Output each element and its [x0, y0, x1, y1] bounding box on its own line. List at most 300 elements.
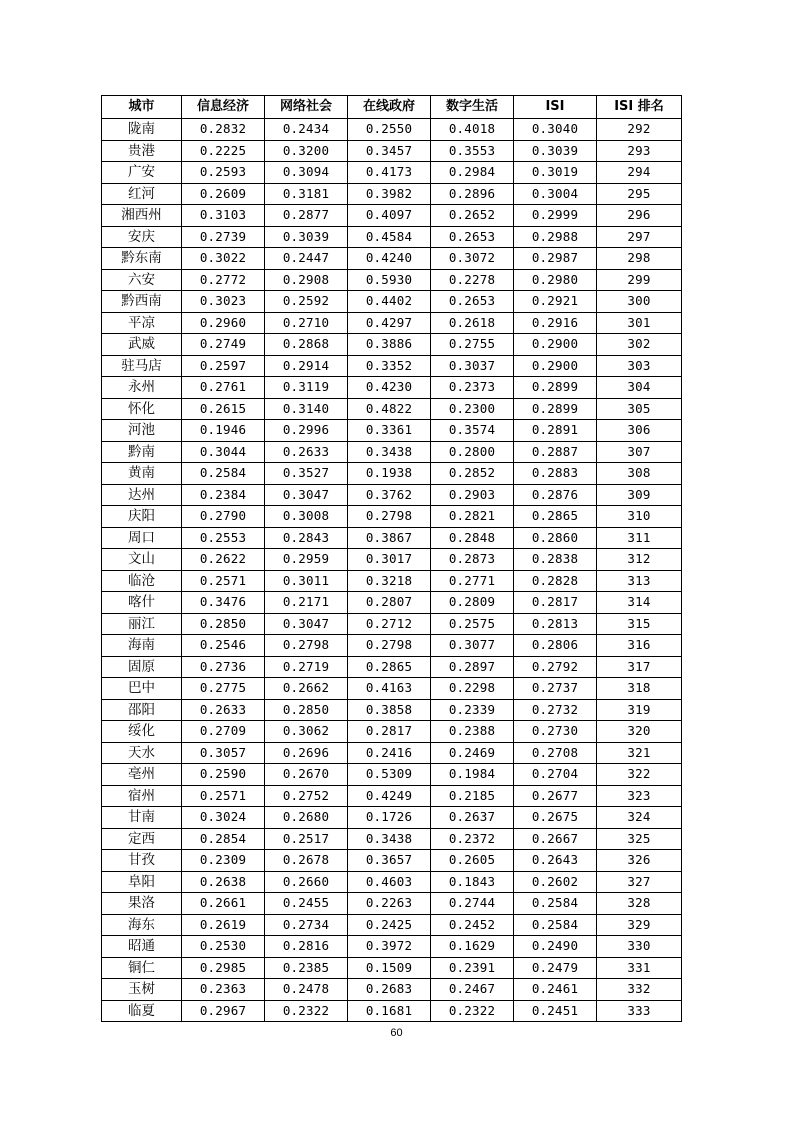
- cell-digital-life: 0.2185: [431, 785, 514, 807]
- table-row: [102, 269, 682, 291]
- cell-digital-life: 0.2618: [431, 312, 514, 334]
- cell-network-society: 0.3011: [265, 570, 348, 592]
- table-row: [102, 205, 682, 227]
- cell-info-economy: 0.2571: [182, 785, 265, 807]
- cell-isi-rank: 317: [597, 656, 682, 678]
- table-row: [102, 463, 682, 485]
- cell-isi: 0.3019: [514, 162, 597, 184]
- cell-city: 喀什: [102, 592, 182, 614]
- cell-isi-rank: 305: [597, 398, 682, 420]
- cell-isi-rank: 299: [597, 269, 682, 291]
- cell-online-government: 0.1509: [348, 957, 431, 979]
- cell-isi: 0.3004: [514, 183, 597, 205]
- cell-isi: 0.2883: [514, 463, 597, 485]
- cell-city: 铜仁: [102, 957, 182, 979]
- cell-isi: 0.2900: [514, 355, 597, 377]
- cell-isi: 0.2461: [514, 979, 597, 1001]
- cell-isi-rank: 329: [597, 914, 682, 936]
- cell-online-government: 0.2865: [348, 656, 431, 678]
- table-row: [102, 570, 682, 592]
- cell-isi: 0.2737: [514, 678, 597, 700]
- cell-isi: 0.2860: [514, 527, 597, 549]
- table-row: [102, 828, 682, 850]
- cell-isi: 0.2921: [514, 291, 597, 313]
- cell-digital-life: 0.2373: [431, 377, 514, 399]
- cell-online-government: 0.5309: [348, 764, 431, 786]
- cell-info-economy: 0.2661: [182, 893, 265, 915]
- cell-isi-rank: 311: [597, 527, 682, 549]
- cell-info-economy: 0.2850: [182, 613, 265, 635]
- cell-digital-life: 0.2755: [431, 334, 514, 356]
- cell-network-society: 0.2633: [265, 441, 348, 463]
- cell-digital-life: 0.2821: [431, 506, 514, 528]
- cell-isi: 0.2988: [514, 226, 597, 248]
- cell-online-government: 0.3218: [348, 570, 431, 592]
- table-row: [102, 742, 682, 764]
- cell-network-society: 0.3094: [265, 162, 348, 184]
- cell-digital-life: 0.2653: [431, 226, 514, 248]
- cell-online-government: 0.3361: [348, 420, 431, 442]
- cell-online-government: 0.3438: [348, 828, 431, 850]
- header-info-economy: 信息经济: [182, 96, 265, 119]
- cell-network-society: 0.2914: [265, 355, 348, 377]
- cell-city: 绥化: [102, 721, 182, 743]
- cell-network-society: 0.2719: [265, 656, 348, 678]
- cell-network-society: 0.2662: [265, 678, 348, 700]
- cell-digital-life: 0.3037: [431, 355, 514, 377]
- cell-online-government: 0.4230: [348, 377, 431, 399]
- cell-info-economy: 0.1946: [182, 420, 265, 442]
- cell-network-society: 0.3119: [265, 377, 348, 399]
- table-row: [102, 183, 682, 205]
- cell-network-society: 0.2877: [265, 205, 348, 227]
- cell-network-society: 0.2660: [265, 871, 348, 893]
- page-number: 60: [390, 1027, 403, 1039]
- cell-network-society: 0.3527: [265, 463, 348, 485]
- header-row: [102, 96, 682, 119]
- cell-info-economy: 0.3044: [182, 441, 265, 463]
- cell-city: 甘南: [102, 807, 182, 829]
- cell-info-economy: 0.3057: [182, 742, 265, 764]
- cell-online-government: 0.1681: [348, 1000, 431, 1022]
- cell-online-government: 0.3886: [348, 334, 431, 356]
- cell-online-government: 0.3438: [348, 441, 431, 463]
- cell-network-society: 0.3181: [265, 183, 348, 205]
- cell-isi-rank: 303: [597, 355, 682, 377]
- cell-network-society: 0.2517: [265, 828, 348, 850]
- cell-isi: 0.2584: [514, 914, 597, 936]
- cell-digital-life: 0.2984: [431, 162, 514, 184]
- cell-isi: 0.2602: [514, 871, 597, 893]
- table-row: [102, 1000, 682, 1022]
- cell-isi: 0.2838: [514, 549, 597, 571]
- cell-city: 湘西州: [102, 205, 182, 227]
- cell-digital-life: 0.2852: [431, 463, 514, 485]
- table-row: [102, 420, 682, 442]
- cell-city: 玉树: [102, 979, 182, 1001]
- cell-network-society: 0.2171: [265, 592, 348, 614]
- cell-isi-rank: 313: [597, 570, 682, 592]
- cell-info-economy: 0.2615: [182, 398, 265, 420]
- cell-network-society: 0.2908: [265, 269, 348, 291]
- cell-isi-rank: 294: [597, 162, 682, 184]
- cell-city: 临夏: [102, 1000, 182, 1022]
- cell-city: 怀化: [102, 398, 182, 420]
- table-row: [102, 248, 682, 270]
- cell-isi-rank: 295: [597, 183, 682, 205]
- cell-city: 河池: [102, 420, 182, 442]
- cell-digital-life: 0.2339: [431, 699, 514, 721]
- cell-digital-life: 0.2452: [431, 914, 514, 936]
- cell-city: 阜阳: [102, 871, 182, 893]
- cell-isi: 0.2980: [514, 269, 597, 291]
- cell-isi: 0.2987: [514, 248, 597, 270]
- cell-isi: 0.2999: [514, 205, 597, 227]
- cell-info-economy: 0.2633: [182, 699, 265, 721]
- cell-network-society: 0.3200: [265, 140, 348, 162]
- cell-isi: 0.2792: [514, 656, 597, 678]
- cell-city: 黔东南: [102, 248, 182, 270]
- cell-info-economy: 0.2609: [182, 183, 265, 205]
- cell-info-economy: 0.2832: [182, 119, 265, 141]
- cell-isi-rank: 296: [597, 205, 682, 227]
- cell-isi: 0.2865: [514, 506, 597, 528]
- cell-online-government: 0.4163: [348, 678, 431, 700]
- cell-isi-rank: 304: [597, 377, 682, 399]
- cell-city: 定西: [102, 828, 182, 850]
- table-row: [102, 979, 682, 1001]
- cell-isi-rank: 297: [597, 226, 682, 248]
- cell-network-society: 0.2385: [265, 957, 348, 979]
- table-row: [102, 785, 682, 807]
- cell-info-economy: 0.2960: [182, 312, 265, 334]
- cell-city: 周口: [102, 527, 182, 549]
- cell-city: 宿州: [102, 785, 182, 807]
- cell-info-economy: 0.2546: [182, 635, 265, 657]
- header-isi: ISI: [514, 96, 597, 119]
- cell-isi: 0.2675: [514, 807, 597, 829]
- cell-info-economy: 0.2530: [182, 936, 265, 958]
- cell-digital-life: 0.3077: [431, 635, 514, 657]
- cell-isi-rank: 319: [597, 699, 682, 721]
- cell-isi-rank: 312: [597, 549, 682, 571]
- cell-online-government: 0.1938: [348, 463, 431, 485]
- cell-city: 海东: [102, 914, 182, 936]
- cell-online-government: 0.2263: [348, 893, 431, 915]
- cell-isi: 0.2899: [514, 398, 597, 420]
- table-row: [102, 635, 682, 657]
- cell-isi: 0.2887: [514, 441, 597, 463]
- cell-city: 达州: [102, 484, 182, 506]
- cell-info-economy: 0.2985: [182, 957, 265, 979]
- table-row: [102, 893, 682, 915]
- cell-info-economy: 0.2790: [182, 506, 265, 528]
- cell-isi: 0.2479: [514, 957, 597, 979]
- header-online-government: 在线政府: [348, 96, 431, 119]
- cell-network-society: 0.2843: [265, 527, 348, 549]
- cell-city: 贵港: [102, 140, 182, 162]
- cell-info-economy: 0.2761: [182, 377, 265, 399]
- cell-digital-life: 0.2300: [431, 398, 514, 420]
- cell-info-economy: 0.2638: [182, 871, 265, 893]
- cell-info-economy: 0.3103: [182, 205, 265, 227]
- cell-online-government: 0.2798: [348, 635, 431, 657]
- cell-online-government: 0.2550: [348, 119, 431, 141]
- table-row: [102, 162, 682, 184]
- cell-isi-rank: 309: [597, 484, 682, 506]
- cell-isi: 0.2677: [514, 785, 597, 807]
- cell-city: 临沧: [102, 570, 182, 592]
- cell-info-economy: 0.2854: [182, 828, 265, 850]
- cell-digital-life: 0.2809: [431, 592, 514, 614]
- cell-info-economy: 0.2225: [182, 140, 265, 162]
- cell-online-government: 0.3982: [348, 183, 431, 205]
- table-row: [102, 721, 682, 743]
- cell-online-government: 0.3858: [348, 699, 431, 721]
- cell-isi: 0.2730: [514, 721, 597, 743]
- cell-isi-rank: 326: [597, 850, 682, 872]
- cell-isi-rank: 310: [597, 506, 682, 528]
- table-row: [102, 140, 682, 162]
- table-row: [102, 484, 682, 506]
- table-body: [102, 119, 682, 1022]
- cell-isi: 0.3040: [514, 119, 597, 141]
- cell-online-government: 0.3657: [348, 850, 431, 872]
- cell-isi: 0.2806: [514, 635, 597, 657]
- cell-isi-rank: 327: [597, 871, 682, 893]
- cell-isi-rank: 331: [597, 957, 682, 979]
- table-row: [102, 678, 682, 700]
- cell-city: 六安: [102, 269, 182, 291]
- cell-digital-life: 0.2771: [431, 570, 514, 592]
- table-row: [102, 377, 682, 399]
- cell-city: 驻马店: [102, 355, 182, 377]
- table-row: [102, 656, 682, 678]
- cell-info-economy: 0.2309: [182, 850, 265, 872]
- cell-city: 果洛: [102, 893, 182, 915]
- cell-isi-rank: 292: [597, 119, 682, 141]
- cell-online-government: 0.1726: [348, 807, 431, 829]
- cell-city: 黔南: [102, 441, 182, 463]
- cell-isi: 0.3039: [514, 140, 597, 162]
- cell-isi: 0.2916: [514, 312, 597, 334]
- table-row: [102, 936, 682, 958]
- cell-digital-life: 0.1843: [431, 871, 514, 893]
- cell-network-society: 0.3039: [265, 226, 348, 248]
- cell-online-government: 0.4297: [348, 312, 431, 334]
- cell-isi-rank: 333: [597, 1000, 682, 1022]
- cell-network-society: 0.3047: [265, 613, 348, 635]
- table-row: [102, 613, 682, 635]
- cell-isi-rank: 328: [597, 893, 682, 915]
- table-row: [102, 506, 682, 528]
- cell-digital-life: 0.2605: [431, 850, 514, 872]
- cell-city: 亳州: [102, 764, 182, 786]
- cell-isi-rank: 330: [597, 936, 682, 958]
- table-row: [102, 699, 682, 721]
- cell-info-economy: 0.3022: [182, 248, 265, 270]
- cell-info-economy: 0.2553: [182, 527, 265, 549]
- cell-online-government: 0.3352: [348, 355, 431, 377]
- table-row: [102, 871, 682, 893]
- cell-city: 甘孜: [102, 850, 182, 872]
- cell-online-government: 0.2683: [348, 979, 431, 1001]
- cell-network-society: 0.2322: [265, 1000, 348, 1022]
- cell-digital-life: 0.2298: [431, 678, 514, 700]
- cell-network-society: 0.2678: [265, 850, 348, 872]
- cell-network-society: 0.3140: [265, 398, 348, 420]
- cell-info-economy: 0.3023: [182, 291, 265, 313]
- cell-info-economy: 0.2772: [182, 269, 265, 291]
- cell-info-economy: 0.2775: [182, 678, 265, 700]
- table-row: [102, 527, 682, 549]
- cell-network-society: 0.2670: [265, 764, 348, 786]
- cell-digital-life: 0.2744: [431, 893, 514, 915]
- cell-network-society: 0.2752: [265, 785, 348, 807]
- table-row: [102, 441, 682, 463]
- cell-digital-life: 0.2897: [431, 656, 514, 678]
- cell-online-government: 0.4402: [348, 291, 431, 313]
- cell-isi: 0.2876: [514, 484, 597, 506]
- cell-info-economy: 0.2709: [182, 721, 265, 743]
- cell-city: 固原: [102, 656, 182, 678]
- cell-isi-rank: 315: [597, 613, 682, 635]
- cell-isi-rank: 321: [597, 742, 682, 764]
- cell-network-society: 0.2868: [265, 334, 348, 356]
- cell-info-economy: 0.2739: [182, 226, 265, 248]
- cell-isi-rank: 300: [597, 291, 682, 313]
- cell-city: 海南: [102, 635, 182, 657]
- cell-city: 武威: [102, 334, 182, 356]
- cell-isi-rank: 324: [597, 807, 682, 829]
- cell-digital-life: 0.2469: [431, 742, 514, 764]
- header-city: 城市: [102, 96, 182, 119]
- cell-isi-rank: 308: [597, 463, 682, 485]
- cell-isi-rank: 293: [597, 140, 682, 162]
- cell-isi: 0.2708: [514, 742, 597, 764]
- isi-ranking-table: [101, 95, 682, 1022]
- cell-online-government: 0.2416: [348, 742, 431, 764]
- cell-digital-life: 0.2322: [431, 1000, 514, 1022]
- cell-digital-life: 0.1629: [431, 936, 514, 958]
- cell-digital-life: 0.2896: [431, 183, 514, 205]
- table-row: [102, 764, 682, 786]
- cell-digital-life: 0.2873: [431, 549, 514, 571]
- cell-network-society: 0.3047: [265, 484, 348, 506]
- cell-city: 昭通: [102, 936, 182, 958]
- cell-isi: 0.2451: [514, 1000, 597, 1022]
- cell-network-society: 0.2959: [265, 549, 348, 571]
- table-row: [102, 850, 682, 872]
- cell-digital-life: 0.2467: [431, 979, 514, 1001]
- cell-network-society: 0.2734: [265, 914, 348, 936]
- cell-online-government: 0.4240: [348, 248, 431, 270]
- table-header: [102, 96, 682, 119]
- cell-digital-life: 0.2391: [431, 957, 514, 979]
- cell-info-economy: 0.2593: [182, 162, 265, 184]
- cell-digital-life: 0.2653: [431, 291, 514, 313]
- cell-city: 陇南: [102, 119, 182, 141]
- cell-network-society: 0.2696: [265, 742, 348, 764]
- cell-online-government: 0.2817: [348, 721, 431, 743]
- cell-online-government: 0.2807: [348, 592, 431, 614]
- header-network-society: 网络社会: [265, 96, 348, 119]
- cell-digital-life: 0.2278: [431, 269, 514, 291]
- cell-isi-rank: 298: [597, 248, 682, 270]
- cell-digital-life: 0.2800: [431, 441, 514, 463]
- cell-digital-life: 0.4018: [431, 119, 514, 141]
- cell-network-society: 0.2478: [265, 979, 348, 1001]
- cell-digital-life: 0.2848: [431, 527, 514, 549]
- cell-city: 天水: [102, 742, 182, 764]
- table-row: [102, 549, 682, 571]
- cell-digital-life: 0.3072: [431, 248, 514, 270]
- cell-online-government: 0.3457: [348, 140, 431, 162]
- cell-info-economy: 0.2619: [182, 914, 265, 936]
- cell-network-society: 0.2680: [265, 807, 348, 829]
- cell-network-society: 0.2592: [265, 291, 348, 313]
- cell-info-economy: 0.3476: [182, 592, 265, 614]
- cell-digital-life: 0.2903: [431, 484, 514, 506]
- cell-city: 庆阳: [102, 506, 182, 528]
- table-row: [102, 355, 682, 377]
- cell-isi-rank: 332: [597, 979, 682, 1001]
- cell-network-society: 0.2798: [265, 635, 348, 657]
- cell-online-government: 0.5930: [348, 269, 431, 291]
- table-row: [102, 592, 682, 614]
- header-isi-rank: ISI 排名: [597, 96, 682, 119]
- cell-digital-life: 0.2652: [431, 205, 514, 227]
- cell-network-society: 0.2447: [265, 248, 348, 270]
- cell-isi-rank: 301: [597, 312, 682, 334]
- cell-city: 广安: [102, 162, 182, 184]
- table-row: [102, 914, 682, 936]
- cell-isi: 0.2891: [514, 420, 597, 442]
- table-row: [102, 957, 682, 979]
- cell-online-government: 0.2712: [348, 613, 431, 635]
- cell-digital-life: 0.3574: [431, 420, 514, 442]
- cell-online-government: 0.4173: [348, 162, 431, 184]
- cell-digital-life: 0.2388: [431, 721, 514, 743]
- cell-city: 巴中: [102, 678, 182, 700]
- cell-info-economy: 0.2384: [182, 484, 265, 506]
- cell-city: 红河: [102, 183, 182, 205]
- cell-city: 黔西南: [102, 291, 182, 313]
- cell-isi: 0.2732: [514, 699, 597, 721]
- cell-info-economy: 0.2622: [182, 549, 265, 571]
- cell-isi: 0.2817: [514, 592, 597, 614]
- cell-info-economy: 0.2597: [182, 355, 265, 377]
- cell-isi-rank: 323: [597, 785, 682, 807]
- table-row: [102, 291, 682, 313]
- cell-online-government: 0.4603: [348, 871, 431, 893]
- cell-isi: 0.2667: [514, 828, 597, 850]
- cell-city: 安庆: [102, 226, 182, 248]
- cell-online-government: 0.3972: [348, 936, 431, 958]
- cell-network-society: 0.2996: [265, 420, 348, 442]
- cell-city: 邵阳: [102, 699, 182, 721]
- cell-city: 文山: [102, 549, 182, 571]
- cell-digital-life: 0.2637: [431, 807, 514, 829]
- cell-online-government: 0.2798: [348, 506, 431, 528]
- cell-city: 丽江: [102, 613, 182, 635]
- cell-isi-rank: 314: [597, 592, 682, 614]
- cell-network-society: 0.2850: [265, 699, 348, 721]
- cell-network-society: 0.2710: [265, 312, 348, 334]
- cell-info-economy: 0.2584: [182, 463, 265, 485]
- cell-online-government: 0.3867: [348, 527, 431, 549]
- cell-isi: 0.2828: [514, 570, 597, 592]
